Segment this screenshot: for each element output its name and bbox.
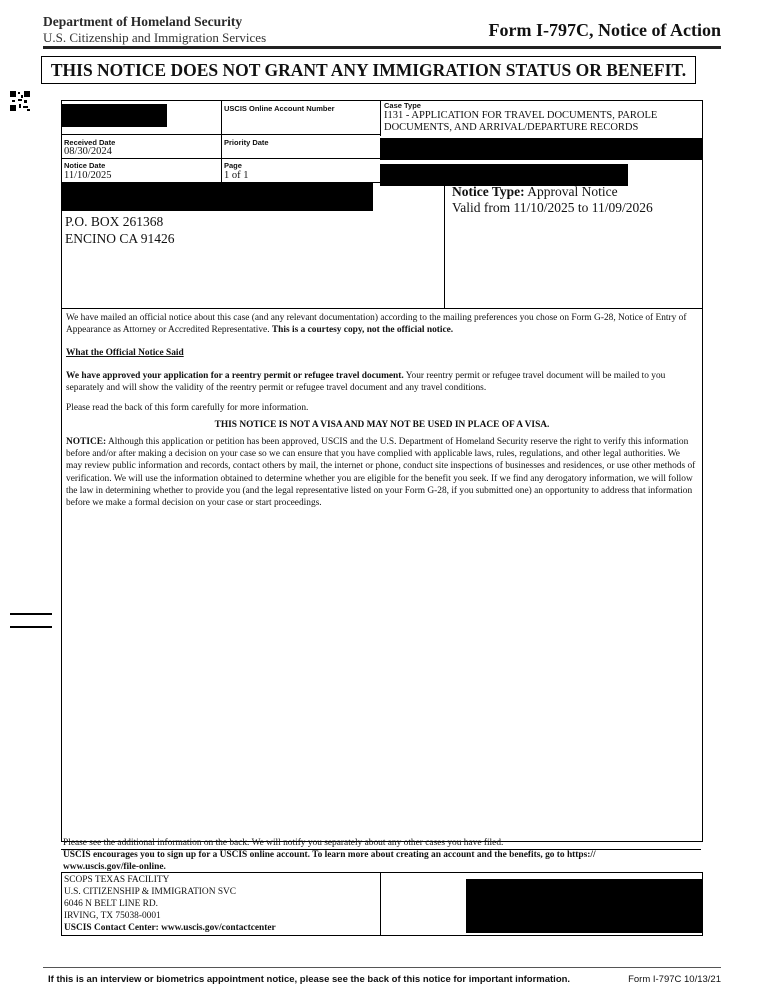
- received-label: Received Date: [64, 138, 116, 147]
- received-value: 08/30/2024: [64, 146, 112, 157]
- department-name: Department of Homeland Security: [43, 14, 243, 29]
- address-line-2: ENCINO CA 91426: [65, 231, 175, 246]
- approval-text: Your reentry permit or refugee travel document will be mailed to you separately and will show the validity of the reentry permit or refugee travel document and any travel conditions.: [66, 371, 666, 394]
- notice-type-label: Notice Type:: [452, 184, 525, 199]
- validity-period: Valid from 11/10/2025 to 11/09/2026: [452, 200, 653, 215]
- case-type-value: I131 - APPLICATION FOR TRAVEL DOCUMENTS, PAROLE DOCUMENTS, AND ARRIVAL/DEPARTURE RECORDS: [384, 110, 658, 133]
- margin-mark: [10, 626, 52, 628]
- facility-agency: U.S. CITIZENSHIP & IMMIGRATION SVC: [64, 887, 237, 897]
- page-value: 1 of 1: [224, 170, 249, 181]
- form-edition: Form I-797C 10/13/21: [628, 974, 721, 985]
- agency-name: U.S. Citizenship and Immigration Services: [43, 30, 267, 45]
- courtesy-paragraph: [66, 312, 694, 336]
- facility-box: [61, 872, 703, 936]
- section-heading: What the Official Notice Said: [66, 348, 184, 358]
- status-banner: THIS NOTICE DOES NOT GRANT ANY IMMIGRATION STATUS OR BENEFIT.: [41, 56, 696, 84]
- account-label: USCIS Online Account Number: [224, 104, 335, 113]
- notice-label: NOTICE:: [66, 437, 107, 447]
- approval-emphasis: We have approved your application for a reentry permit or refugee travel document.: [66, 371, 404, 381]
- read-back-paragraph: Please read the back of this form carefully for more information.: [66, 403, 309, 413]
- form-title: Form I-797C, Notice of Action: [488, 20, 721, 40]
- redacted-receipt: [380, 138, 702, 160]
- notice-box: [61, 100, 703, 842]
- facility-name: SCOPS TEXAS FACILITY: [64, 875, 170, 885]
- notice-type: [452, 184, 618, 200]
- notice-type-value: Approval Notice: [527, 184, 618, 199]
- barcode-icon: [9, 90, 31, 112]
- visa-warning: THIS NOTICE IS NOT A VISA AND MAY NOT BE USED IN PLACE OF A VISA.: [214, 420, 550, 430]
- case-type-label: Case Type: [384, 101, 421, 110]
- facility-street: 6046 N BELT LINE RD.: [64, 899, 159, 909]
- notice-date-label: Notice Date: [64, 161, 106, 170]
- redacted-addressee: [62, 183, 373, 211]
- notice-date-value: 11/10/2025: [64, 170, 112, 181]
- page-label: Page: [224, 161, 242, 170]
- redacted-barcode: [466, 879, 702, 933]
- address-line-1: P.O. BOX 261368: [65, 214, 164, 229]
- courtesy-text: We have mailed an official notice about this case (and any relevant documentation) according to the mailing preferences you chose on Form G-28, Notice of Entry of Appearance as Attorney or Accredited Representative.: [66, 313, 687, 336]
- header-rule: [43, 46, 721, 49]
- redacted-name: [62, 104, 167, 127]
- margin-mark: [10, 613, 52, 615]
- contact-center: USCIS Contact Center: www.uscis.gov/contactcenter: [64, 923, 276, 933]
- courtesy-emphasis: This is a courtesy copy, not the official notice.: [271, 325, 454, 336]
- redacted-case-number: [380, 164, 628, 186]
- footer-note: If this is an interview or biometrics appointment notice, please see the back of this notice for important information.: [48, 974, 571, 985]
- facility-city: IRVING, TX 75038-0001: [64, 911, 161, 921]
- notice-text: Although this application or petition has been approved, USCIS and the U.S. Department of Homeland Security reserve the right to verify this information before and/or after making a decision on your case so we can ensure that you have complied with applicable laws, rules, regulations, and other legal authorities. We may review public information and records, contact others by mail, the internet or phone, conduct site inspections of businesses and residences, or use other methods of verification. We will use the information obtained to determine whether you are eligible for the benefit you seek. If we find any derogatory information, we will follow the law in determining whether to provide you (and the legal representative listed on your Form G-28, if you submitted one) an opportunity to address that information before we make a formal decision on your case or start proceedings.: [66, 437, 696, 509]
- priority-label: Priority Date: [224, 138, 269, 147]
- online-account-message: USCIS encourages you to sign up for a USCIS online account. To learn more about creating an account and the benefits, go to https:// www.uscis.gov/file-online.: [63, 850, 596, 873]
- approval-paragraph: [66, 370, 694, 394]
- footer-rule: [43, 967, 721, 968]
- additional-info: Please see the additional information on the back. We will notify you separately about any other cases you have filed.: [63, 838, 504, 848]
- notice-paragraph: [66, 436, 698, 509]
